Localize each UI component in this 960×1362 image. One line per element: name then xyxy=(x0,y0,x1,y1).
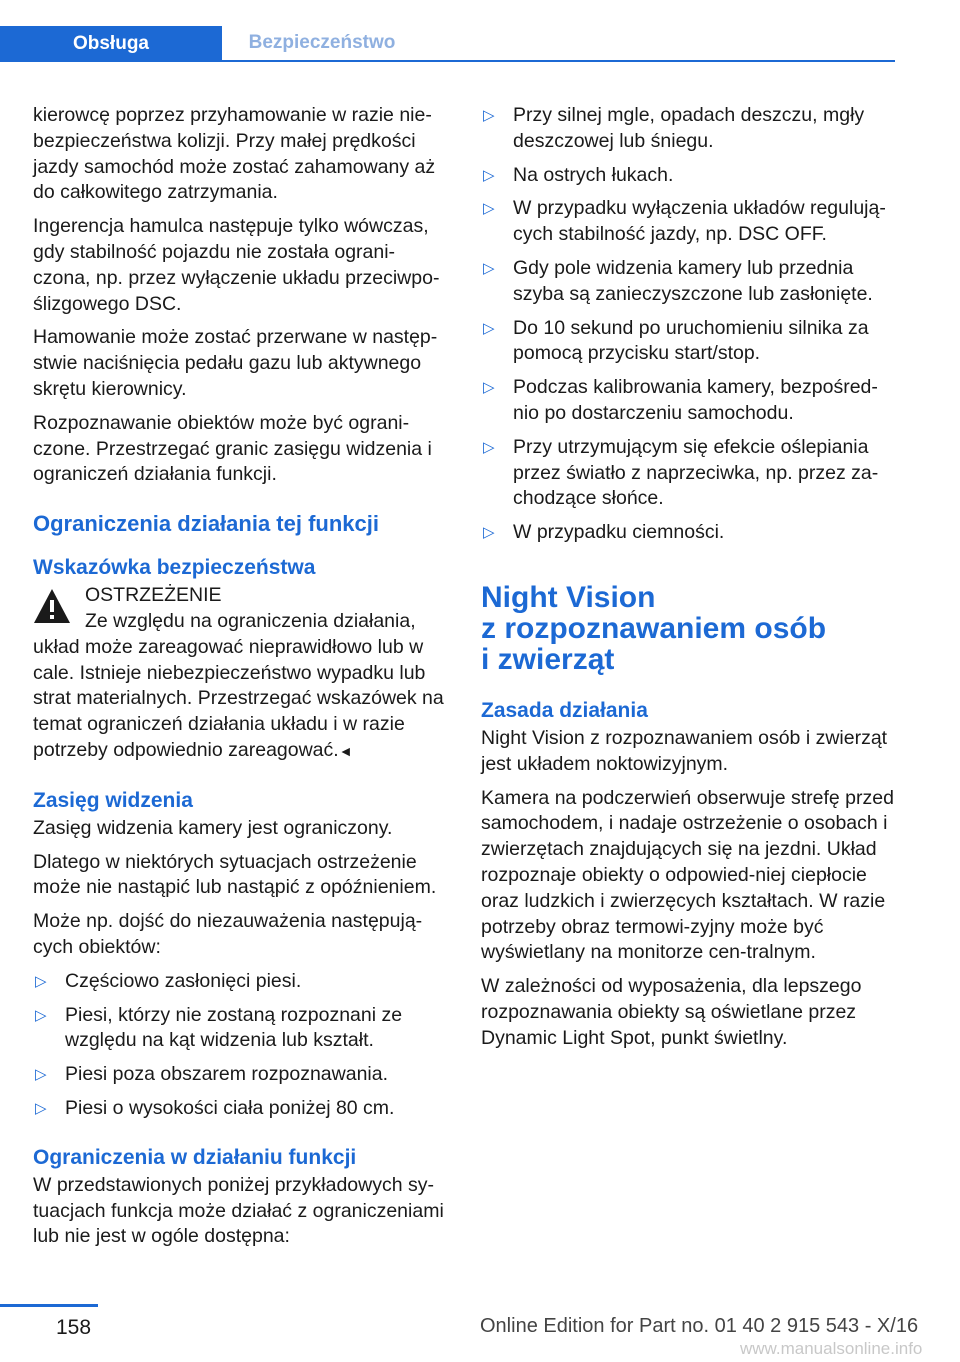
warning-title: OSTRZEŻENIE xyxy=(85,584,222,607)
online-edition: Online Edition for Part no. 01 40 2 915 543 - X/16 xyxy=(480,1315,919,1337)
bullet-icon: ▷ xyxy=(35,972,47,990)
paragraph: Kamera na podczerwień obserwuje strefę przed samochodem, i nadaje ostrzeżenie o osobach i zwierzętach znajdujących się na jezdni. Układ rozpoznaje obiekty o odpowied‐niej ciepłocie oraz ludzkich i zwierzęcych kształtach. W razie potrzeby obraz termowi‐zyjny może być wyświetlany na monitorze cen‐tralnym. xyxy=(481,786,894,964)
tab-obsluga[interactable]: Obsługa xyxy=(0,26,222,62)
bullet-icon: ▷ xyxy=(483,107,495,124)
bullet-icon: ▷ xyxy=(35,1099,47,1117)
paragraph: W przedstawionych poniżej przykładowych sy‐tuacjach funkcja może działać z ograniczeniami lub nie jest w ogóle dostępna: xyxy=(33,1173,444,1248)
list-item: ▷ Gdy pole widzenia kamery lub przednia szyba są zanieczyszczone lub zasłonięte. xyxy=(483,256,873,305)
list-item: ▷ Podczas kalibrowania kamery, bezpośred‐nio po dostarczeniu samochodu. xyxy=(483,376,878,424)
paragraph: Może np. dojść do niezauważenia następują‐cych obiektów: xyxy=(33,910,423,958)
bullet-icon: ▷ xyxy=(483,200,495,218)
end-mark: ◄ xyxy=(338,742,353,759)
warning-triangle-icon xyxy=(33,587,71,625)
left-column xyxy=(33,103,448,1258)
section-title xyxy=(481,582,896,675)
heading-safety-note: Wskazówka bezpieczeństwa xyxy=(33,556,316,580)
paragraph: Dlatego w niektórych sytuacjach ostrzeżenie może nie nastąpić lub nastąpić z opóźnieniem. xyxy=(33,850,437,899)
warning-box xyxy=(33,583,448,765)
paragraph: Hamowanie może zostać przerwane w następ‐stwie naciśnięcia pedału gazu lub aktywnego skrętu kierownicy. xyxy=(33,326,438,400)
list-item: ▷ Piesi poza obszarem rozpoznawania. xyxy=(33,1062,448,1088)
bullet-icon: ▷ xyxy=(483,438,495,456)
bullet-icon: ▷ xyxy=(35,1066,47,1084)
paragraph: kierowcę poprzez przyhamowanie w razie nie‐bezpieczeństwa kolizji. Przy małej prędkości jazdy samochód może zostać zahamowany aż do całkowitego zatrzymania. xyxy=(33,104,436,204)
section-title-line: z rozpoznawaniem osób xyxy=(481,611,827,645)
heading-func-limits: Ograniczenia w działaniu funkcji xyxy=(33,1145,357,1169)
list-item: ▷ W przypadku wyłączenia układów regulują‐cych stabilność jazdy, np. DSC OFF. xyxy=(483,197,886,246)
bullet-icon: ▷ xyxy=(483,379,495,397)
tab-bezpieczenstwo[interactable]: Bezpieczeństwo xyxy=(248,32,396,53)
list-item: ▷ Piesi, którzy nie zostaną rozpoznani ze względu na kąt widzenia lub kształt. xyxy=(35,1003,403,1052)
paragraph: Ingerencja hamulca następuje tylko wówczas, gdy stabilność pojazdu nie została ograni‐czona, np. przez wyłączenie układu przeciwpo‐ślizgowego DSC. xyxy=(33,215,440,315)
heading-principle: Zasada działania xyxy=(481,698,648,722)
list-item: ▷ Do 10 sekund po uruchomieniu silnika za pomocą przycisku start/stop. xyxy=(483,316,869,365)
bullet-icon: ▷ xyxy=(483,319,495,337)
list-item: ▷ Przy utrzymującym się efekcie oślepiania przez światło z naprzeciwka, np. przez za‐chodzące słońce. xyxy=(483,435,879,510)
list-item: ▷ Częściowo zasłonięci piesi. xyxy=(33,969,448,995)
footer-rule xyxy=(0,1304,98,1307)
heading-range: Zasięg widzenia xyxy=(33,788,193,812)
bullet-icon: ▷ xyxy=(483,166,495,184)
paragraph: Night Vision z rozpoznawaniem osób i zwierząt jest układem noktowizyjnym. xyxy=(481,726,888,775)
paragraph: W zależności od wyposażenia, dla lepszego rozpoznawania obiekty są oświetlane przez Dynamic Light Spot, punkt świetlny. xyxy=(481,975,862,1049)
bullet-list xyxy=(33,969,448,1122)
list-item: ▷ Przy silnej mgle, opadach deszczu, mgły deszczowej lub śniegu. xyxy=(483,104,865,152)
paragraph: Zasięg widzenia kamery jest ograniczony. xyxy=(33,816,393,839)
bullet-icon: ▷ xyxy=(483,259,495,277)
section-title-line: Night Vision xyxy=(481,580,656,614)
section-title-line: i zwierząt xyxy=(481,642,615,676)
watermark: www.manualsonline.info xyxy=(740,1339,923,1358)
bullet-icon: ▷ xyxy=(483,524,495,542)
header-tabs xyxy=(0,26,895,62)
right-column xyxy=(481,103,896,1060)
warning-text: Ze względu na ograniczenia działania, układ może zareagować nieprawidłowo lub w cale. Istnieje niebezpieczeństwo wypadku lub strat materialnych. Przestrzegać wskazówek na temat ograniczeń działania układu i w razie potrzeby odpowiednio zareagować. xyxy=(33,609,444,761)
heading-limits: Ograniczenia działania tej funkcji xyxy=(33,511,379,537)
bullet-icon: ▷ xyxy=(35,1006,47,1024)
list-item: ▷ Piesi o wysokości ciała poniżej 80 cm. xyxy=(33,1096,448,1122)
list-item: ▷ W przypadku ciemności. xyxy=(481,520,896,546)
bullet-list xyxy=(481,103,896,546)
paragraph: Rozpoznawanie obiektów może być ograni‐czone. Przestrzegać granic zasięgu widzenia i ograniczeń działania funkcji. xyxy=(33,411,432,486)
page-number: 158 xyxy=(56,1316,92,1339)
header-rule xyxy=(0,60,895,62)
list-item: ▷ Na ostrych łukach. xyxy=(481,163,896,189)
